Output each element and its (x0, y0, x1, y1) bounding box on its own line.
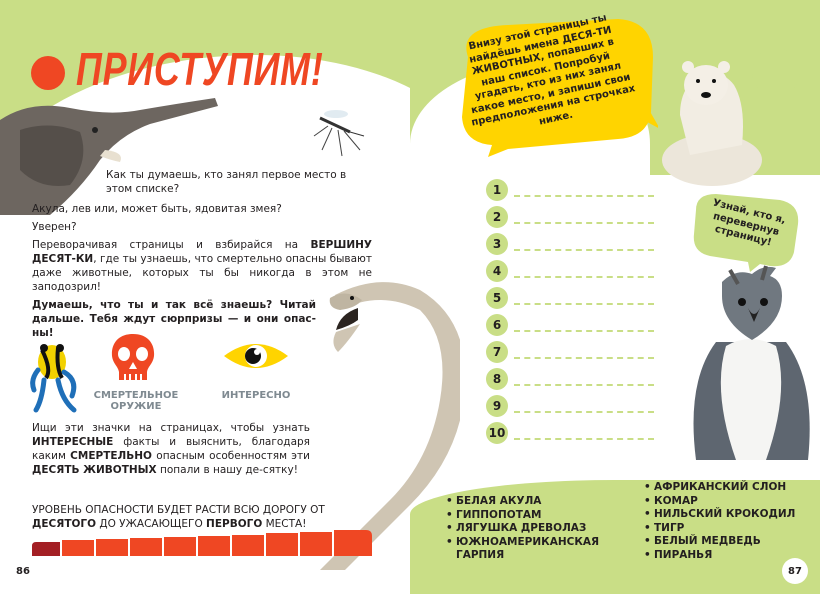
paragraph-6: Ищи эти значки на страницах, чтобы узнать ИНТЕРЕСНЫЕ факты и выяснить, благодаря каким СМЕРТЕЛЬНО опасным особенностям эти ДЕСЯТЬ ЖИВОТНЫХ попали в нашу де-сятку! (32, 422, 310, 476)
answer-line[interactable] (514, 318, 654, 332)
answer-line[interactable] (514, 210, 654, 224)
paragraph-5: Думаешь, что ты и так всё знаешь? Читай дальше. Тебя ждут сюрпризы — и они опас-ны! (32, 299, 316, 339)
harpy-eagle-image (686, 262, 816, 460)
answer-line[interactable] (514, 426, 654, 440)
answer-line[interactable] (514, 183, 654, 197)
mosquito-image (312, 100, 367, 160)
elephant-image (0, 90, 220, 220)
paragraph-2: Акула, лев или, может быть, ядовитая змея? (32, 203, 282, 215)
answer-row-7[interactable] (486, 338, 654, 365)
number-circle: 8 (486, 368, 508, 390)
page-title: ПРИСТУПИМ! (76, 43, 324, 95)
list-item: • БЕЛЫЙ МЕДВЕДЬ (644, 535, 761, 547)
answer-line[interactable] (514, 345, 654, 359)
number-circle: 7 (486, 341, 508, 363)
paragraph-7: УРОВЕНЬ ОПАСНОСТИ БУДЕТ РАСТИ ВСЮ ДОРОГУ ОТ ДЕСЯТОГО ДО УЖАСАЮЩЕГО ПЕРВОГО МЕСТА! (32, 504, 325, 530)
list-item: • ЛЯГУШКА ДРЕВОЛАЗ (446, 522, 587, 534)
list-item: • ЮЖНОАМЕРИКАНСКАЯ ГАРПИЯ (446, 535, 600, 561)
polar-bear-image (650, 55, 770, 190)
interesting-label: ИНТЕРЕСНО (221, 390, 291, 401)
number-circle: 9 (486, 395, 508, 417)
answer-row-10[interactable] (486, 419, 654, 446)
answer-row-9[interactable] (486, 392, 654, 419)
list-item: • КОМАР (644, 494, 698, 507)
list-item: • ТИГР (644, 521, 685, 534)
skull-icon (108, 332, 158, 384)
number-circle: 1 (486, 179, 508, 201)
right-page-number-badge (782, 558, 808, 584)
number-circle: 10 (486, 422, 508, 444)
list-item: • АФРИКАНСКИЙ СЛОН (644, 481, 787, 493)
answer-line[interactable] (514, 291, 654, 305)
answer-line[interactable] (514, 399, 654, 413)
right-page-number: 87 (788, 565, 802, 577)
answer-row-6[interactable] (486, 311, 654, 338)
list-item: • БЕЛАЯ АКУЛА (446, 495, 542, 507)
animal-list-right (644, 481, 814, 562)
answer-line[interactable] (514, 264, 654, 278)
answer-line[interactable] (514, 372, 654, 386)
list-item: • ПИРАНЬЯ (644, 548, 713, 561)
speech-bubble-text: Внизу этой страницы ты найдёшь имена ДЕСЯ-ТИ ЖИВОТНЫХ, попавших в наш список. Попробуй угадать, кто из них занял какое место, и запиши свои предположения на строчках ниже. (467, 12, 637, 129)
paragraph-4: Переворачивая страницы и взбирайся на ВЕРШИНУ ДЕСЯТ-КИ, где ты узнаешь, что смертельно опасны бывают даже животные, которых ты бы никогда в этом не заподозрил! (32, 239, 372, 293)
danger-level-bar (32, 530, 372, 556)
poison-frog-image (28, 340, 83, 415)
answer-row-4[interactable] (486, 257, 654, 284)
number-circle: 5 (486, 287, 508, 309)
paragraph-3: Уверен? (32, 221, 77, 233)
answer-line[interactable] (514, 237, 654, 251)
title-dot (31, 56, 65, 90)
number-circle: 3 (486, 233, 508, 255)
eye-icon (222, 338, 290, 374)
answer-row-5[interactable] (486, 284, 654, 311)
animal-list-left (446, 495, 616, 563)
number-circle: 6 (486, 314, 508, 336)
number-circle: 2 (486, 206, 508, 228)
paragraph-1: Как ты думаешь, кто занял первое место в этом списке? (106, 169, 347, 195)
answer-row-2[interactable] (486, 203, 654, 230)
speech-bubble-2-text: Узнай, кто я, перевернув страницу! (711, 197, 787, 249)
left-page-number: 86 (16, 566, 30, 577)
answer-row-3[interactable] (486, 230, 654, 257)
answer-row-1[interactable] (486, 176, 654, 203)
list-item: • НИЛЬСКИЙ КРОКОДИЛ (644, 508, 796, 520)
list-item: • ГИППОПОТАМ (446, 508, 542, 521)
deadly-weapon-label: СМЕРТЕЛЬНОЕ ОРУЖИЕ (93, 390, 179, 412)
answer-row-8[interactable] (486, 365, 654, 392)
answer-lines (486, 176, 654, 446)
number-circle: 4 (486, 260, 508, 282)
